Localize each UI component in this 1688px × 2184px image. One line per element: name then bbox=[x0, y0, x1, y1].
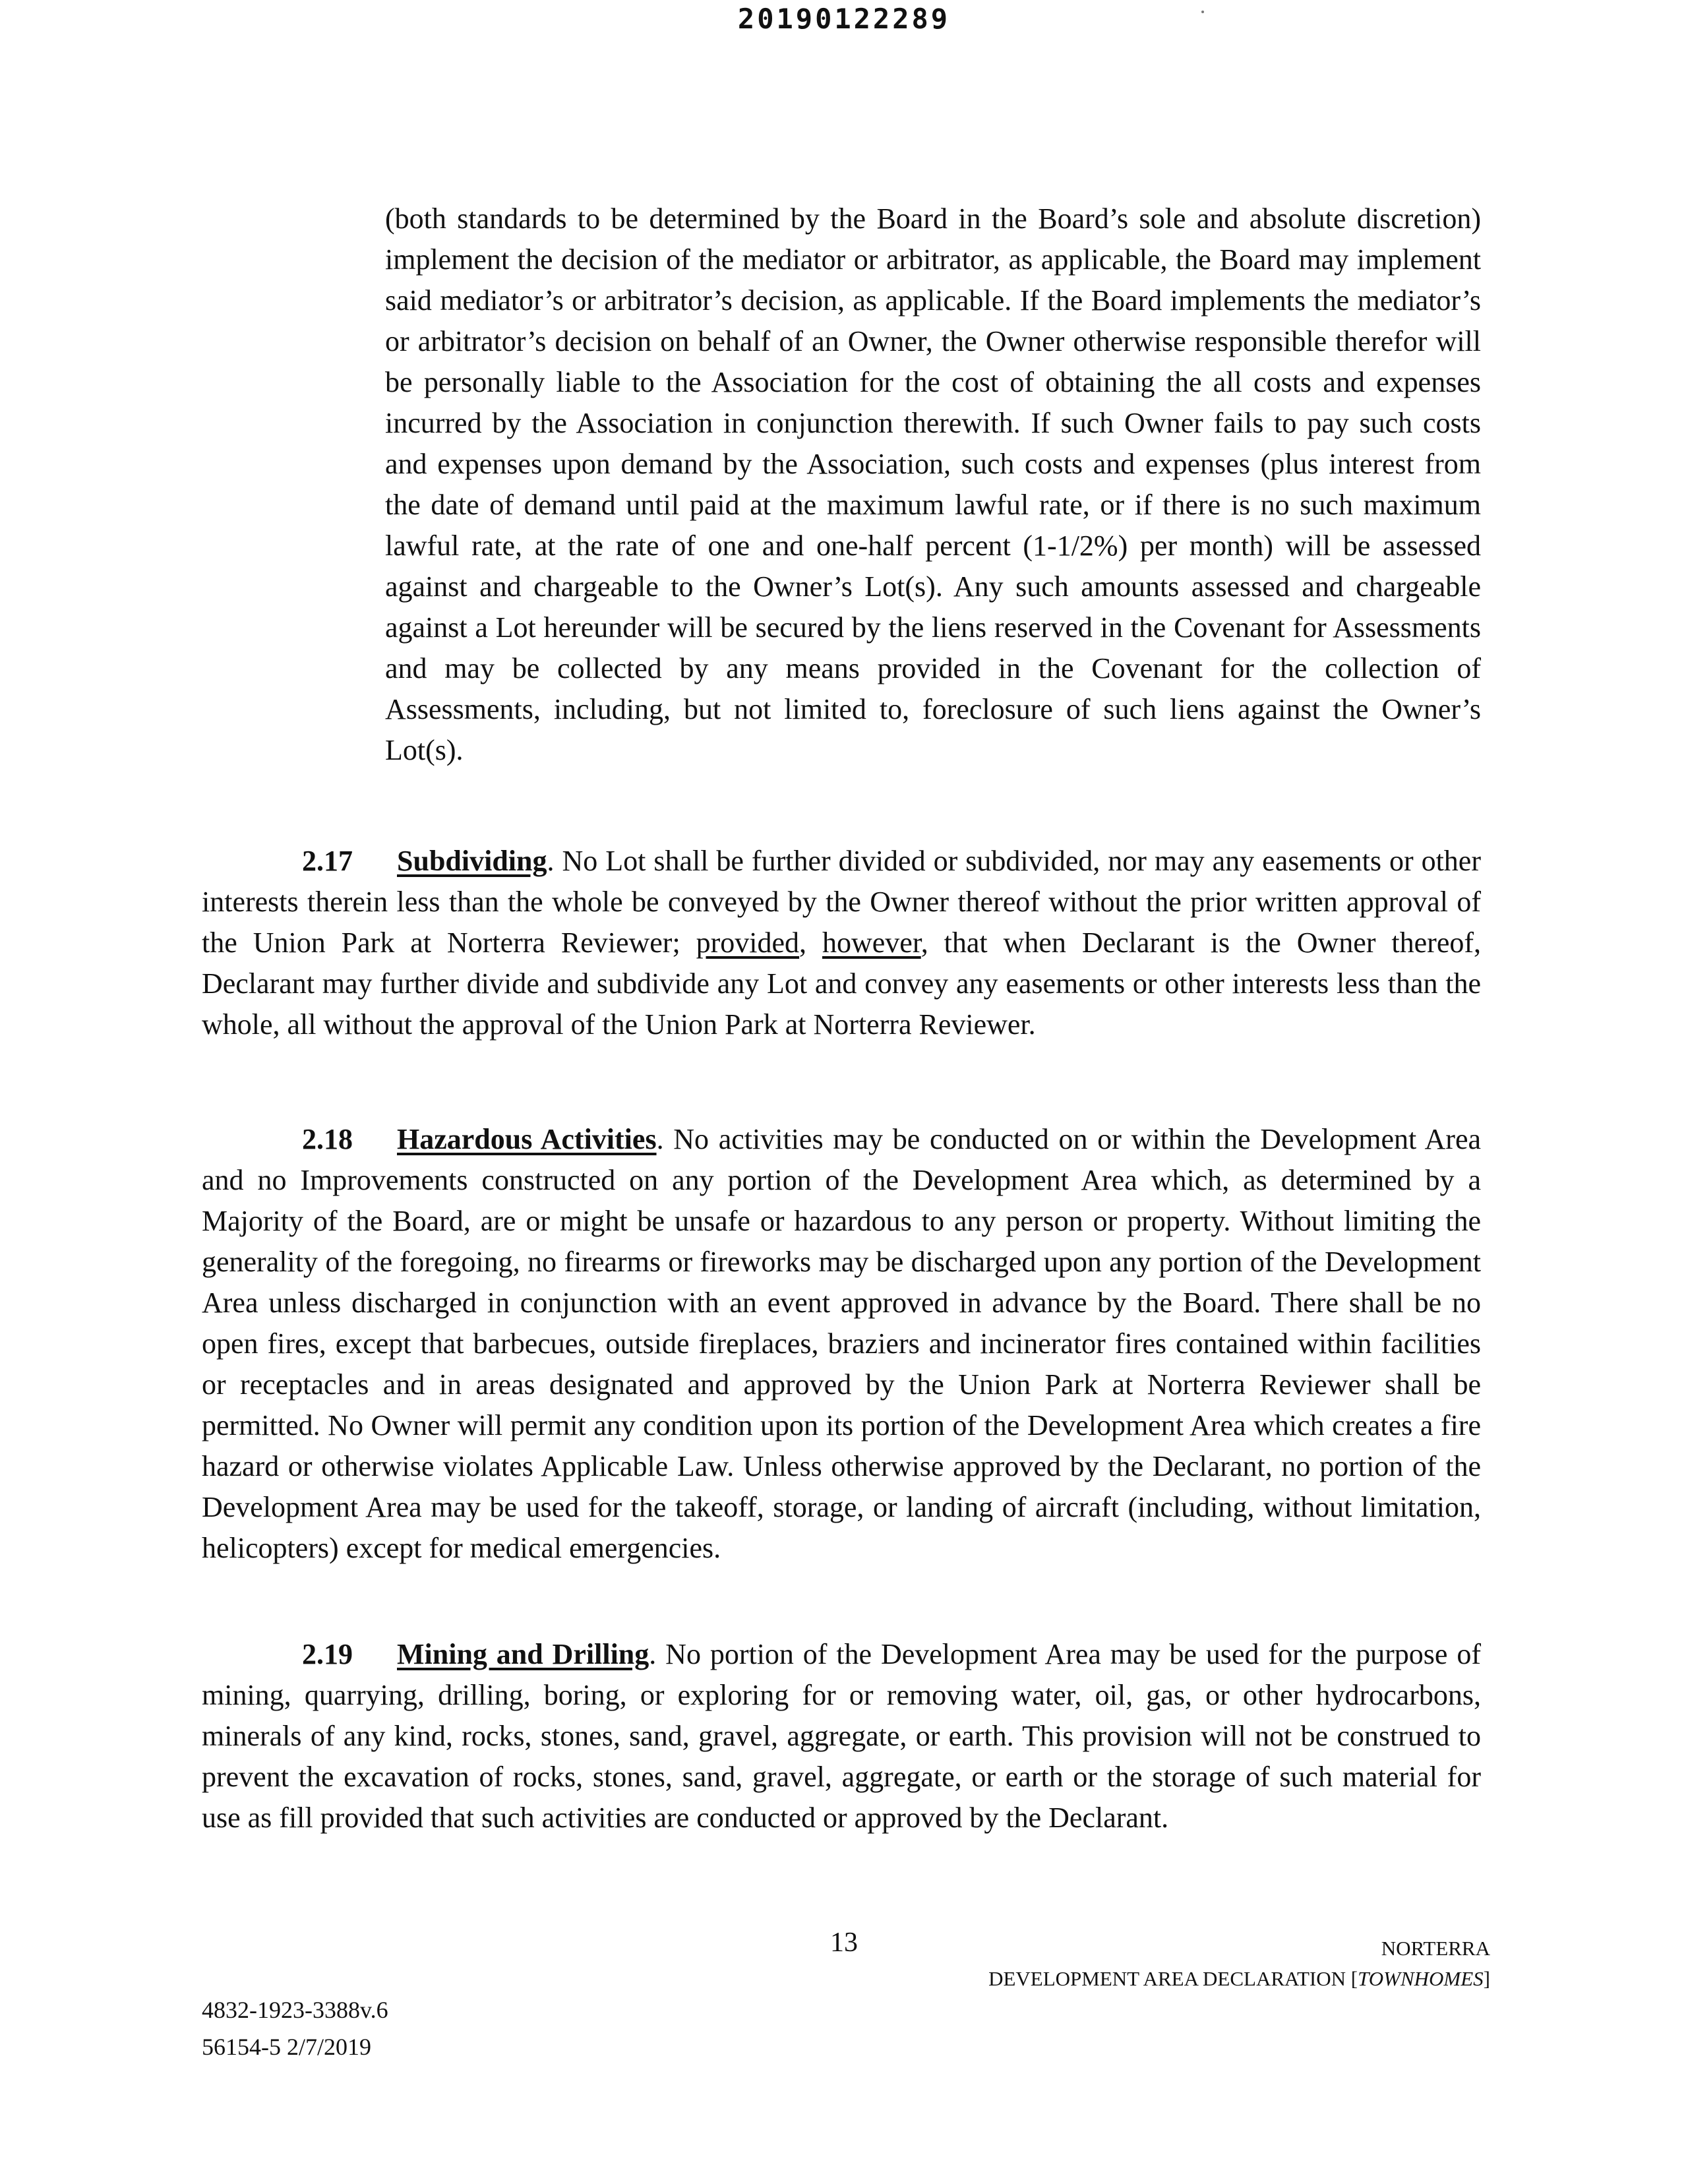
footer-title-prefix: DEVELOPMENT AREA DECLARATION [ bbox=[988, 1967, 1358, 1990]
footer-doc-id-2: 56154-5 2/7/2019 bbox=[202, 2034, 371, 2060]
section-2-19 bbox=[202, 1634, 1481, 1838]
section-title: Mining and Drilling bbox=[397, 1638, 649, 1670]
provided-term: provided bbox=[696, 926, 800, 959]
section-text: . No portion of the Development Area may be used for the purpose of mining, quarrying, drilling, boring, or exploring for or removing water, oil, gas, or other hydrocarbons, minerals of any kind, rocks, stones, sand, gravel, aggregate, or earth. This provision will not be construed to prevent the excavation of rocks, stones, sand, gravel, aggregate, or earth or the storage of such material for use as fill provided that such activities are conducted or approved by the Declarant. bbox=[202, 1638, 1481, 1834]
continuation-paragraph: (both standards to be determined by the Board in the Board’s sole and absolute discretion) implement the decision of the mediator or arbitrator, as applicable, the Board may implement said mediator’s or arbitrator’s decision, as applicable. If the Board implements the mediator’s or arbitrator’s decision on behalf of an Owner, the Owner otherwise responsible therefor will be personally liable to the Association for the cost of obtaining the all costs and expenses incurred by the Association in conjunction therewith. If such Owner fails to pay such costs and expenses upon demand by the Association, such costs and expenses (plus interest from the date of demand until paid at the maximum lawful rate, or if there is no such maximum lawful rate, at the rate of one and one-half percent (1-1/2%) per month) will be assessed against and chargeable to the Owner’s Lot(s). Any such amounts assessed and chargeable against a Lot hereunder will be secured by the liens reserved in the Covenant for Assessments and may be collected by any means provided in the Covenant for the collection of Assessments, including, but not limited to, foreclosure of such liens against the Owner’s Lot(s). bbox=[385, 202, 1481, 766]
section-text-comma: , bbox=[799, 926, 822, 959]
footer-doc-id-1: 4832-1923-3388v.6 bbox=[202, 1997, 388, 2023]
section-text: , that when Declarant is the Owner thereof, Declarant may further divide and subdivide any Lot and convey any easements or other interests less than the whole, all without the approval of the Union Park at Norterra Reviewer. bbox=[202, 926, 1482, 1041]
footer-title-suffix: ] bbox=[1483, 1967, 1490, 1990]
section-number: 2.17 bbox=[302, 845, 353, 877]
section-number: 2.19 bbox=[302, 1638, 353, 1670]
section-number: 2.18 bbox=[302, 1123, 353, 1155]
section-title: Hazardous Activities bbox=[397, 1123, 657, 1155]
recording-number: 20190122289 bbox=[737, 3, 951, 35]
footer-title-line-2 bbox=[988, 1964, 1490, 1994]
scan-speck bbox=[1201, 11, 1204, 13]
footer-title-line-1: NORTERRA bbox=[1381, 1937, 1490, 1960]
footer-title-italic: TOWNHOMES bbox=[1358, 1967, 1484, 1990]
section-text: . No activities may be conducted on or within the Development Area and no Improvements constructed on any portion of the Development Area which, as determined by a Majority of the Board, are or might be unsafe or hazardous to any person or property. Without limiting the generality of the foregoing, no firearms or fireworks may be discharged upon any portion of the Development Area unless discharged in conjunction with an event approved in advance by the Board. There shall be no open fires, except that barbecues, outside fireplaces, braziers and incinerator fires contained within facilities or receptacles and in areas designated and approved by the Union Park at Norterra Reviewer shall be permitted. No Owner will permit any condition upon its portion of the Development Area which creates a fire hazard or otherwise violates Applicable Law. Unless otherwise approved by the Declarant, no portion of the Development Area may be used for the takeoff, storage, or landing of aircraft (including, without limitation, helicopters) except for medical emergencies. bbox=[202, 1123, 1481, 1564]
however-term: however bbox=[822, 926, 921, 959]
section-title: Subdividing bbox=[397, 845, 547, 877]
page-number: 13 bbox=[830, 1927, 858, 1958]
footer-doc-ids bbox=[202, 1991, 388, 2065]
section-text: . No Lot shall be further divided or subdivided, nor may any easements or other interests therein less than the whole be conveyed by the Owner thereof without the prior written approval of the Union Park at Norterra Reviewer; bbox=[202, 845, 1481, 959]
footer-document-title bbox=[988, 1933, 1490, 1994]
section-2-18 bbox=[202, 1119, 1481, 1569]
section-2-17 bbox=[202, 841, 1481, 1045]
